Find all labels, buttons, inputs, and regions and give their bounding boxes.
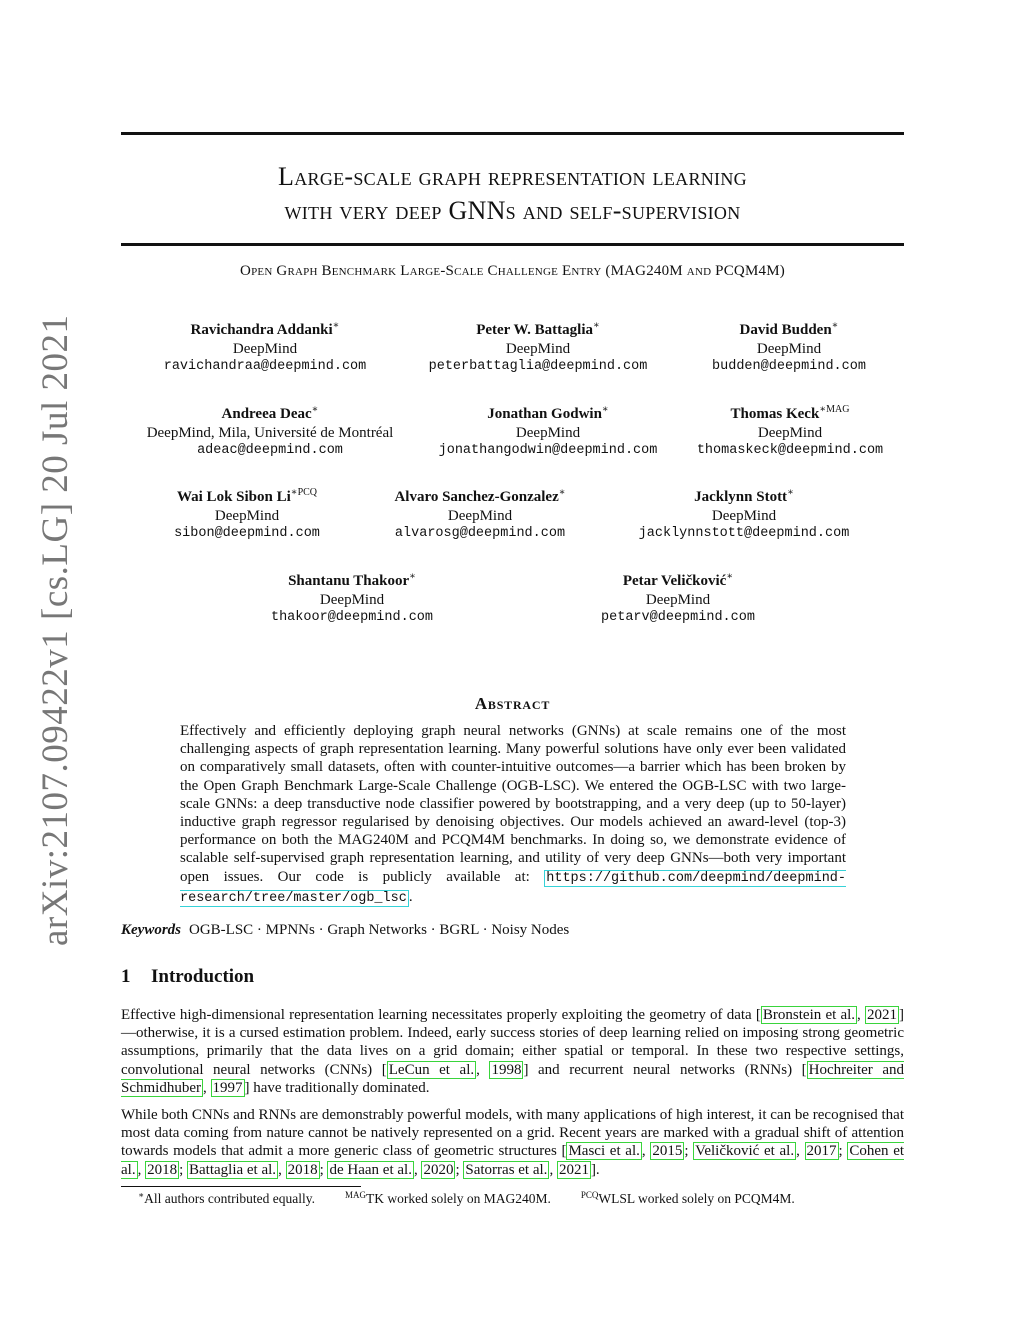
citation-link[interactable]: 2018 <box>287 1161 318 1178</box>
keywords: Keywords OGB-LSC · MPNNs · Graph Networks · BGRL · Noisy Nodes <box>121 922 570 938</box>
author-block: Wai Lok Sibon $Li^{∗PCQ}$ DeepMind sibon@deepmind.com <box>174 487 320 541</box>
citation-link[interactable]: 2018 <box>147 1161 178 1178</box>
author-block: Shantanu Thakoor∗ DeepMind thakoor@deepmind.com <box>270 571 434 625</box>
author-block: Andreea Deac∗ DeepMind, Mila, Université de Montréal adeac@deepmind.com <box>146 404 394 458</box>
author-block: Peter W. Battaglia∗ DeepMind peterbattaglia@deepmind.com <box>428 320 648 374</box>
author-block: Thomas Keck$^{∗MAG}$ DeepMind thomaskeck@deepmind.com <box>696 404 884 458</box>
footnotes: ∗All authors contributed equally. $^{MAG}$TK worked solely on MAG240M. $^{PCQ}$WLSL worked solely on PCQM4M. <box>138 1190 795 1206</box>
citation-link[interactable]: de Haan et al. <box>329 1161 412 1178</box>
citation-link[interactable]: Masci et al. <box>568 1143 640 1160</box>
citation-link[interactable]: 2021 <box>867 1007 897 1023</box>
footnote-rule <box>121 1186 361 1187</box>
citation-link[interactable]: 2021 <box>558 1161 589 1178</box>
intro-paragraph-2: While both CNNs and RNNs are demonstrably powerful models, with many applications of high interest, it can be recognised that most data coming from nature cannot be natively represented on a grid. Recent years are marked with a gradual shift of attention towards models that admit a more generic class of geometric structures [ Masci et al. , 2015 ; Veličković et al. , 2017 ; Cohen et al. , 2018 ; Battaglia et al. , 2018 ; de Haan et al. , 2020 ; Satorras et al. , 2021 ]. <box>121 1107 905 1178</box>
citation-link[interactable]: 2020 <box>423 1161 454 1178</box>
citation-link[interactable]: LeCun et al. <box>388 1061 475 1078</box>
citation-link[interactable]: 2015 <box>652 1143 683 1160</box>
citation-link[interactable]: 2017 <box>806 1143 837 1160</box>
author-block: Jacklynn Stott∗ DeepMind jacklynnstott@deepmind.com <box>638 487 850 541</box>
author-block: Alvaro Sanchez-Gonzalez∗ DeepMind alvarosg@deepmind.com <box>394 487 566 541</box>
abstract-heading: Abstract <box>474 694 551 713</box>
author-block: Petar Veličković∗ DeepMind petarv@deepmind.com <box>601 571 755 625</box>
citation-link[interactable]: Veličković et al. <box>695 1143 795 1160</box>
citation-link[interactable]: 1997 <box>212 1079 243 1096</box>
intro-paragraph-1: Effective high-dimensional representation learning necessitates properly exploiting the geometry of data [ Bronstein et al. , 2021 ]—otherwise, it is a cursed estimation problem. Indeed, early success stories of deep learning relied on imposing strong geometric assumptions, primarily that the data lives on a grid domain; either spatial or temporal. In these two respective settings, convolutional neural networks (CNNs) [ LeCun et al. , 1998 ] and recurrent neural networks (RNNs) [ Hochreiter and Schmidhuber , 1997 ] have traditionally dominated. <box>121 1007 905 1096</box>
abstract-text: Effectively and efficiently deploying graph neural networks (GNNs) at scale remains one of the most challenging aspects of graph representation learning. Many powerful solutions have only ever been validated on comparatively small datasets, often with counter-intuitive outcomes—a barrier which has been broken by the Open Graph Benchmark Large-Scale Challenge (OGB-LSC). We entered the OGB-LSC with two large-scale GNNs: a deep transductive node classifier powered by bootstrapping, and a very deep (up to 50-layer) inductive graph regressor regularised by denoising objectives. Our models achieved an award-level (top-3) performance on both the MAG240M and PCQM4M benchmarks. In doing so, we demonstrate evidence of scalable self-supervised graph representation learning, and utility of very deep GNNs—both very important open issues. Our code is publicly available at: https://github.com/deepmind/deepmind-research/tree/master/ogb_lsc . <box>180 723 846 906</box>
title-top-rule <box>121 132 904 135</box>
code-link[interactable]: https://github.com/deepmind/deepmind-research/tree/master/ogb_lsc <box>180 870 846 906</box>
section-heading: 1 Introduction <box>121 966 255 987</box>
paper-subtitle: Open Graph Benchmark Large-Scale Challenge Entry (MAG240M and PCQM4M) <box>240 263 785 279</box>
arxiv-identifier: arXiv:2107.09422v1 [cs.LG] 20 Jul 2021 <box>35 314 76 946</box>
title-bottom-rule <box>121 243 904 246</box>
citation-link[interactable]: Satorras et al. <box>465 1161 548 1178</box>
citation-link[interactable]: 1998 <box>491 1061 522 1078</box>
author-block: Ravichandra Addanki∗ DeepMind ravichandraa@deepmind.com <box>163 320 367 374</box>
paper-title: Large-scale graph representation learning with very deep GNNs and self-supervision <box>278 162 747 225</box>
citation-link[interactable]: Cohen et al. <box>121 1143 905 1178</box>
citation-link[interactable]: Bronstein et al. <box>762 1007 856 1023</box>
citation-link[interactable]: Battaglia et al. <box>189 1161 277 1178</box>
author-block: David Budden∗ DeepMind budden@deepmind.com <box>712 320 866 374</box>
citation-link[interactable]: Hochreiter and Schmidhuber <box>121 1061 905 1096</box>
author-block: Jonathan Godwin∗ DeepMind jonathangodwin@deepmind.com <box>438 404 658 458</box>
